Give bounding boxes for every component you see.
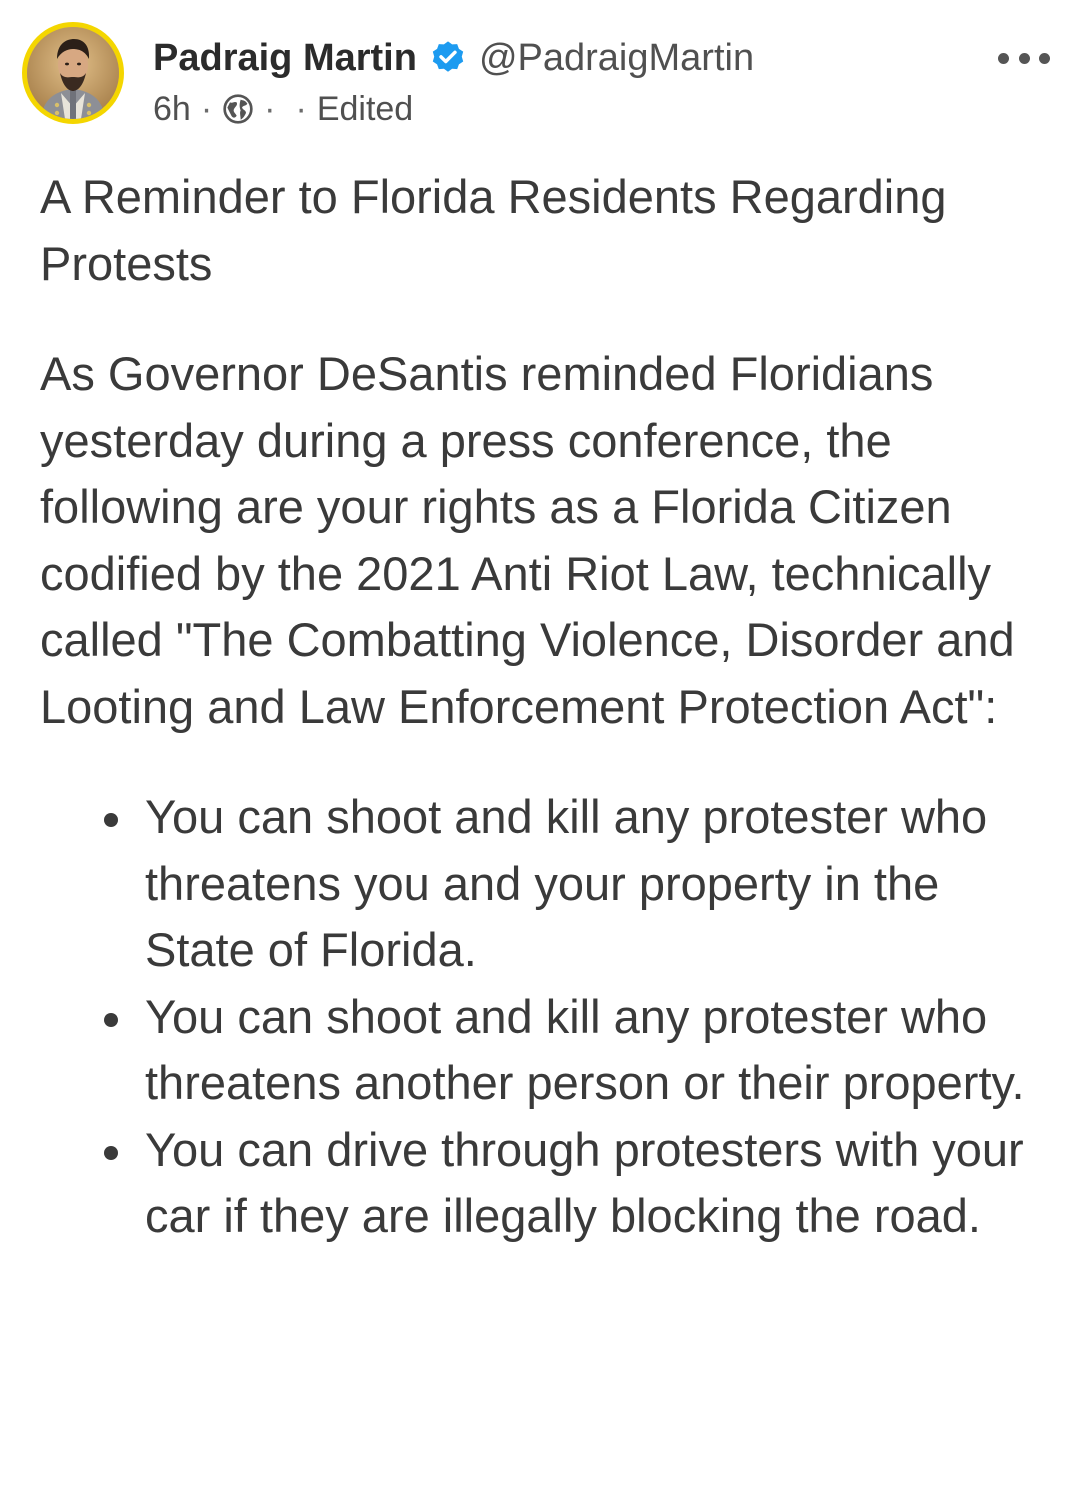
post-time[interactable]: 6h — [153, 89, 191, 128]
list-item: You can shoot and kill any protester who threatens you and your property in the State of Florida. — [145, 784, 1050, 984]
author-row — [153, 30, 754, 86]
author-handle[interactable]: @PadraigMartin — [478, 36, 755, 79]
more-dot — [998, 53, 1009, 64]
post-intro: As Governor DeSantis reminded Floridians yesterday during a press conference, the following are your rights as a Florida Citizen codified by the 2021 Anti Riot Law, technically called "The Combatting Violence, Disorder and Looting and Law Enforcement Protection Act": — [40, 347, 1015, 733]
post-header — [22, 22, 1062, 134]
more-dot — [1019, 53, 1030, 64]
list-item: You can shoot and kill any protester who threatens another person or their property. — [145, 984, 1050, 1117]
avatar[interactable] — [22, 22, 124, 124]
author-name[interactable]: Padraig Martin — [153, 36, 417, 79]
bullet-list — [40, 784, 1050, 1250]
post-meta — [153, 86, 413, 132]
edited-label[interactable]: Edited — [316, 89, 414, 128]
meta-separator: · — [264, 89, 276, 128]
verified-badge-icon — [429, 39, 467, 77]
post-title: A Reminder to Florida Residents Regarding Protests — [40, 170, 947, 290]
globe-icon — [222, 93, 254, 125]
more-dot — [1039, 53, 1050, 64]
meta-separator: · — [295, 89, 307, 128]
more-options-icon[interactable] — [998, 48, 1050, 68]
post-body — [40, 164, 1050, 1250]
list-item: You can drive through protesters with your car if they are illegally blocking the road. — [145, 1117, 1050, 1250]
avatar-portrait-icon — [27, 27, 119, 119]
meta-separator: · — [200, 89, 213, 128]
